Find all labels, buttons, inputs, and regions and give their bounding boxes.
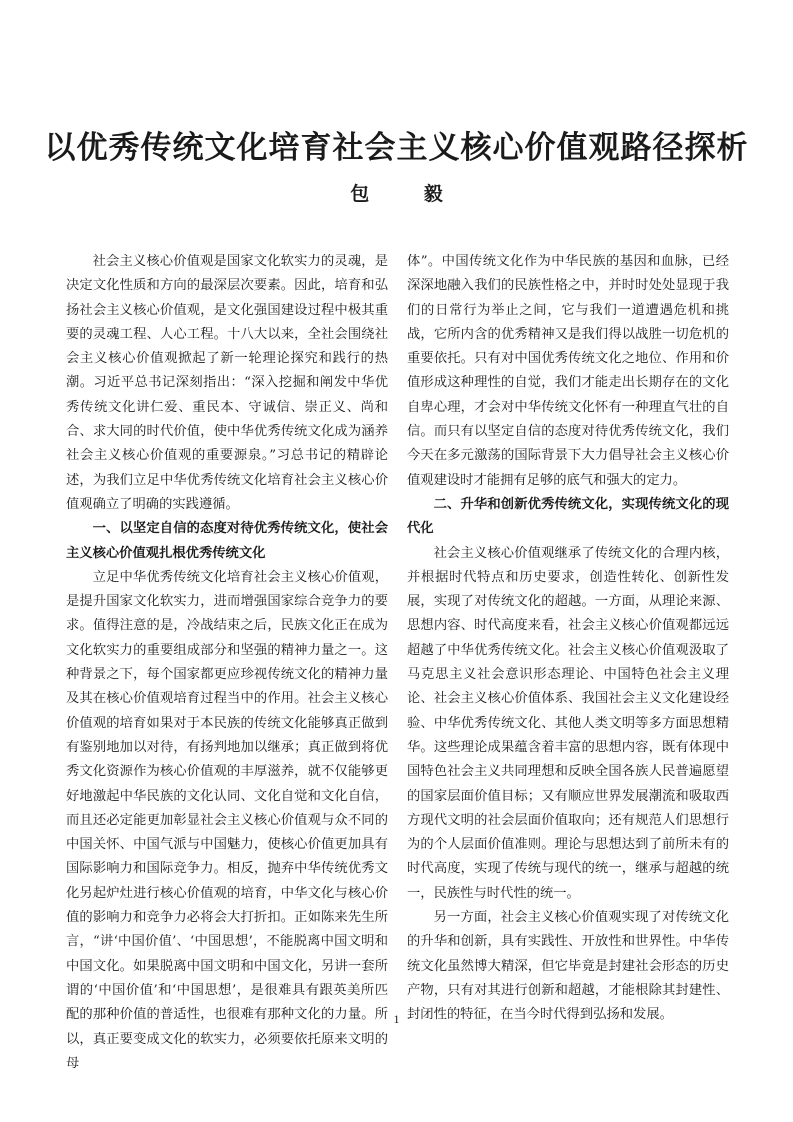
body-paragraph: 另一方面，社会主义核心价值观实现了对传统文化的升华和创新，具有实践性、开放性和世界性。中华传统文化虽然博大精深，但它毕竟是封建社会形态的历史产物，只有对其进行创新和超越，才能根除其封建性、封闭性的特征，在当今时代得到弘扬和发展。 — [407, 910, 729, 1023]
page-number: 1 — [393, 1012, 400, 1026]
section-heading: 一、以坚定自信的态度对待优秀传统文化，使社会主义核心价值观扎根优秀传统文化 — [66, 521, 388, 561]
article-title: 以优秀传统文化培育社会主义核心价值观路径探析 — [44, 130, 749, 166]
author-name: 包 毅 — [350, 183, 467, 205]
body-paragraph: 社会主义核心价值观继承了传统文化的合理内核，并根据时代特点和历史要求，创造性转化、创新性发展，实现了对传统文化的超越。一方面，从理论来源、思想内容、时代高度来看，社会主义核心价值观都远远超越了中华优秀传统文化。社会主义核心价值观汲取了马克思主义社会意识形态理论、中国特色社会主义理论、社会主义核心价值体系、我国社会主义文化建设经验、中华优秀传统文化、其他人类文明等多方面思想精华。这些理论成果蕴含着丰富的思想内容，既有体现中国特色社会主义共同理想和反映全国各族人民普遍愿望的国家层面价值目标；又有顺应世界发展潮流和吸取西方现代文明的社会层面价值取向；还有规范人们思想行为的个人层面价值准则。理论与思想达到了前所未有的时代高度，实现了传统与现代的统一，继承与超越的统一，民族性与时代性的统一。 — [407, 545, 729, 901]
left-column — [66, 250, 388, 1076]
body-paragraph: 社会主义核心价值观是国家文化软实力的灵魂，是决定文化性质和方向的最深层次要素。因此，培育和弘扬社会主义核心价值观，是文化强国建设过程中极其重要的灵魂工程、人心工程。十八大以来，全社会围绕社会主义核心价值观掀起了新一轮理论探究和践行的热潮。习近平总书记深刻指出：“深入挖掘和阐发中华优秀传统文化讲仁爱、重民本、守诚信、崇正义、尚和合、求大同的时代价值，使中华优秀传统文化成为涵养社会主义核心价值观的重要源泉。”习总书记的精辟论述，为我们立足中华优秀传统文化培育社会主义核心价值观确立了明确的实践遵循。 — [66, 254, 388, 512]
right-column — [407, 250, 729, 1028]
section-heading: 二、升华和创新优秀传统文化，实现传统文化的现代化 — [407, 496, 729, 537]
body-paragraph-continued: 体”。中国传统文化作为中华民族的基因和血脉，已经深深地融入我们的民族性格之中，并时时处处显现于我们的日常行为举止之间，它与我们一道遭遇危机和挑战，它所内含的优秀精神又是我们得以战胜一切危机的重要依托。只有对中国优秀传统文化之地位、作用和价值形成这种理性的自觉，我们才能走出长期存在的文化自卑心理，才会对中华传统文化怀有一种理直气壮的自信。而只有以坚定自信的态度对待优秀传统文化，我们今天在多元激荡的国际背景下大力倡导社会主义核心价值观建设时才能拥有足够的底气和强大的定力。 — [407, 254, 729, 488]
body-paragraph: 立足中华优秀传统文化培育社会主义核心价值观，是提升国家文化软实力，进而增强国家综合竞争力的要求。值得注意的是，冷战结束之后，民族文化正在成为文化软实力的重要组成部分和坚强的精神力量之一。这种背景之下，每个国家都更应珍视传统文化的精神力量及其在核心价值观培育过程当中的作用。社会主义核心价值观的培育如果对于本民族的传统文化能够真正做到有鉴别地加以对待，有扬判地加以继承；真正做到将优秀文化资源作为核心价值观的丰厚滋养，就不仅能够更好地激起中华民族的文化认同、文化自觉和文化自信，而且还必定能更加彰显社会主义核心价值观与众不同的中国关怀、中国气派与中国魅力，使核心价值更加具有国际影响力和国际竞争力。相反，抛弃中华传统优秀文化另起炉灶进行核心价值观的培育，中华文化与核心价值的影响力和竞争力必将会大打折扣。正如陈来先生所言，“讲‘中国价值’、‘中国思想’，不能脱离中国文明和中国文化。如果脱离中国文明和中国文化，另讲一套所谓的‘中国价值’和‘中国思想’，是很难具有跟英美所匹配的那种价值的普适性，也很难有那种文化的力量。所以，真正要变成文化的软实力，必须要依托原来文明的母 — [66, 569, 388, 1071]
